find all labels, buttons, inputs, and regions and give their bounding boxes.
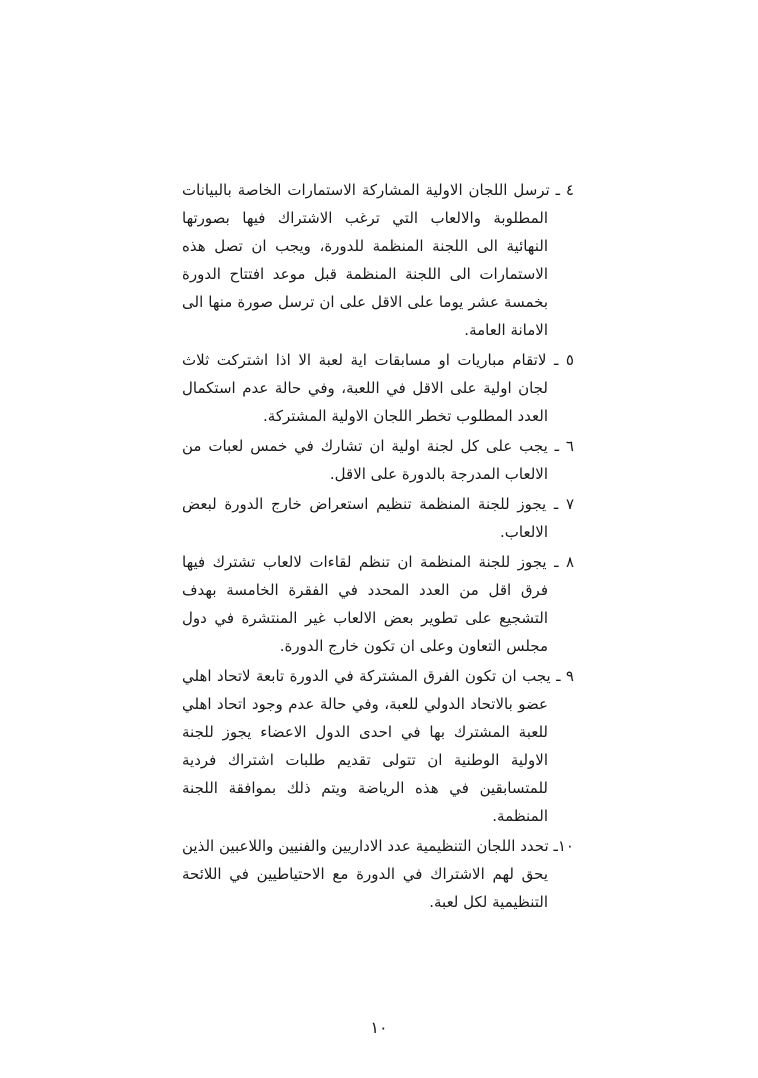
numbered-clause bbox=[182, 346, 574, 430]
clause-text: ترسل اللجان الاولية المشاركة الاستمارات الخاصة بالبيانات المطلوبة والالعاب التي ترغب الاشتراك فيها بصورتها النهائية الى اللجنة المنظمة للدورة، ويجب ان تصل هذه الاستمارات الى اللجنة المنظمة قبل موعد افتتاح الدورة بخمسة عشر يوما على الاقل على ان ترسل صورة منها الى الامانة العامة. bbox=[182, 181, 550, 339]
clause-number: ٥ ـ bbox=[553, 351, 574, 369]
clause-text: يجب ان تكون الفرق المشتركة في الدورة تابعة لاتحاد اهلي عضو بالاتحاد الدولي للعبة، وفي حالة عدم وجود اتحاد اهلي للعبة المشترك بها في احدى الدول الاعضاء يجوز للجنة الاولية الوطنية ان تتولى تقديم طلبات اشتراك فردية للمتسابقين في هذه الرياضة ويتم ذلك بموافقة اللجنة المنظمة. bbox=[182, 667, 551, 825]
numbered-clause bbox=[182, 176, 574, 344]
clause-number: ٨ ـ bbox=[554, 553, 574, 571]
clause-text: لاتقام مباريات او مسابقات اية لعبة الا اذا اشتركت ثلاث لجان اولية على الاقل في اللعبة، وفي حالة عدم استكمال العدد المطلوب تخطر اللجان الاولية المشتركة. bbox=[182, 351, 548, 425]
clause-text: يجب على كل لجنة اولية ان تشارك في خمس لعبات من الالعاب المدرجة بالدورة على الاقل. bbox=[182, 437, 548, 483]
numbered-clause bbox=[182, 662, 574, 830]
clause-text: يجوز للجنة المنظمة ان تنظم لقاءات لالعاب تشترك فيها فرق اقل من العدد المحدد في الفقرة الخامسة بهدف التشجيع على تطوير بعض الالعاب غير المنتشرة في دول مجلس التعاون وعلى ان تكون خارج الدورة. bbox=[182, 553, 548, 655]
clause-number: ٦ ـ bbox=[554, 437, 574, 455]
clause-number: ١٠ـ bbox=[553, 837, 574, 855]
clause-text: يجوز للجنة المنظمة تنظيم استعراض خارج الدورة لبعض الالعاب. bbox=[182, 495, 548, 541]
numbered-clause bbox=[182, 548, 574, 660]
clause-number: ٩ ـ bbox=[556, 667, 574, 685]
clause-number: ٤ ـ bbox=[555, 181, 574, 199]
clause-text: تحدد اللجان التنظيمية عدد الاداريين والفنيين واللاعبين الذين يحق لهم الاشتراك في الدورة مع الاحتياطيين في اللائحة التنظيمية لكل لعبة. bbox=[182, 837, 549, 911]
clause-number: ٧ ـ bbox=[553, 495, 574, 513]
clauses-list bbox=[182, 176, 574, 918]
numbered-clause bbox=[182, 832, 574, 916]
numbered-clause bbox=[182, 490, 574, 546]
numbered-clause bbox=[182, 432, 574, 488]
page-number: ١٠ bbox=[370, 1018, 388, 1037]
